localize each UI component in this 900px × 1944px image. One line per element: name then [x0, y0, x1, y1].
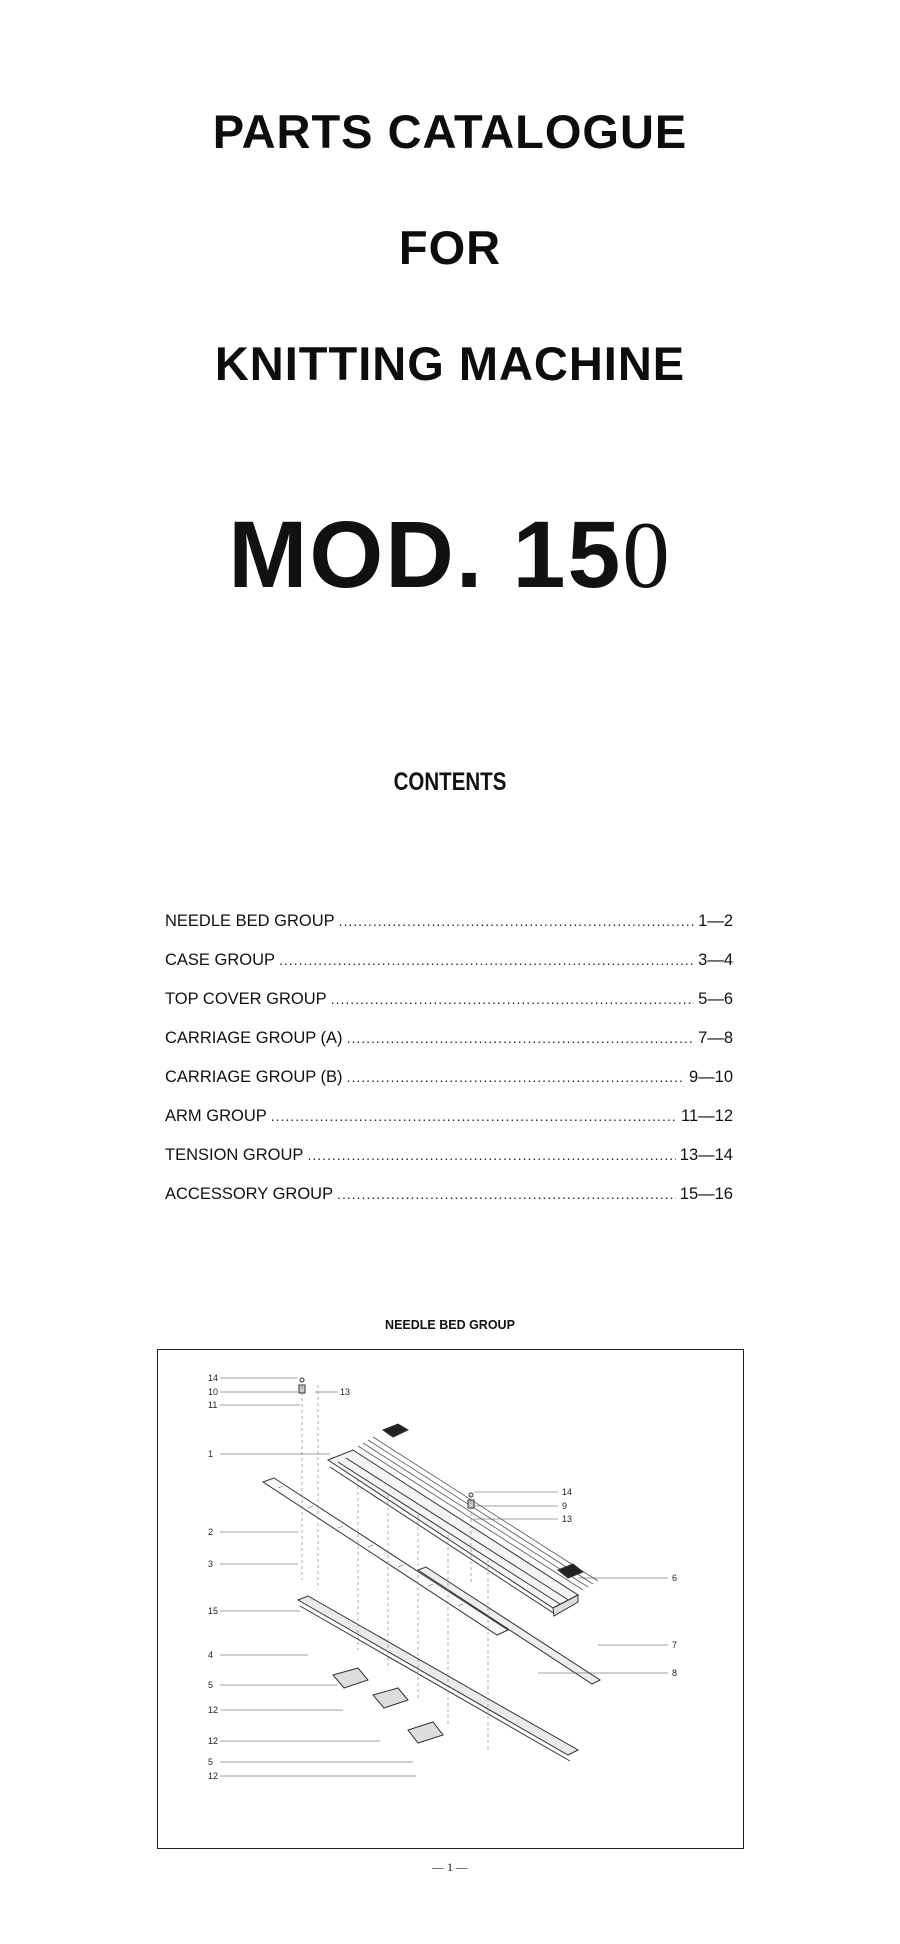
toc-entry[interactable] [165, 1185, 733, 1224]
toc-label: ARM GROUP [165, 1107, 267, 1125]
toc-label: NEEDLE BED GROUP [165, 912, 335, 930]
toc-label: ACCESSORY GROUP [165, 1185, 334, 1203]
page-number: — 1 — [432, 1860, 468, 1874]
toc-label: CARRIAGE GROUP (A) [165, 1029, 343, 1047]
toc-entry[interactable] [165, 1029, 733, 1068]
callout-1: 1 [208, 1449, 214, 1459]
callout-14: 14 [208, 1373, 219, 1383]
toc-leader [331, 991, 694, 1007]
toc-leader [347, 1030, 695, 1046]
toc-label: CARRIAGE GROUP (B) [165, 1068, 343, 1086]
callout-8: 8 [672, 1668, 678, 1678]
table-of-contents [165, 912, 733, 1224]
toc-entry[interactable] [165, 1107, 733, 1146]
toc-entry[interactable] [165, 1146, 733, 1185]
toc-entry[interactable] [165, 912, 733, 951]
toc-pages: 5—6 [698, 990, 733, 1008]
callout-2: 2 [208, 1527, 214, 1537]
callout-12: 12 [208, 1705, 219, 1715]
toc-pages: 3—4 [698, 951, 733, 969]
toc-label: TOP COVER GROUP [165, 990, 327, 1008]
callout-12: 12 [208, 1736, 219, 1746]
machine-title: KNITTING MACHINE [214, 337, 686, 390]
toc-label: TENSION GROUP [165, 1146, 304, 1164]
callout-4: 4 [208, 1650, 214, 1660]
model-prefix: MOD. 15 [228, 502, 623, 608]
callout-11: 11 [208, 1400, 218, 1410]
callout-15: 15 [208, 1606, 219, 1616]
callout-6: 6 [672, 1573, 678, 1583]
toc-entry[interactable] [165, 990, 733, 1029]
callout-7: 7 [672, 1640, 678, 1650]
callout-12: 12 [208, 1771, 219, 1781]
toc-pages: 15—16 [679, 1185, 733, 1203]
toc-pages: 11—12 [681, 1107, 733, 1125]
callout-13: 13 [562, 1514, 573, 1524]
model-number [0, 500, 900, 610]
toc-entry[interactable] [165, 951, 733, 990]
toc-entry[interactable] [165, 1068, 733, 1107]
toc-leader [347, 1069, 685, 1085]
toc-pages: 9—10 [688, 1068, 733, 1086]
catalogue-title: PARTS CATALOGUE [212, 105, 688, 158]
toc-pages: 1—2 [698, 912, 733, 930]
toc-leader [279, 952, 694, 968]
title-for: FOR [398, 221, 502, 274]
toc-leader [337, 1186, 676, 1202]
toc-pages: 13—14 [679, 1146, 733, 1164]
callout-10: 10 [208, 1387, 219, 1397]
toc-leader [271, 1108, 677, 1124]
toc-leader [339, 913, 695, 929]
exploded-parts-diagram [157, 1349, 744, 1849]
callout-9: 9 [562, 1501, 568, 1511]
callout-5: 5 [208, 1757, 214, 1767]
contents-heading: CONTENTS [393, 768, 507, 796]
callout-14: 14 [562, 1487, 573, 1497]
model-last-digit: 0 [622, 502, 672, 608]
toc-leader [307, 1147, 675, 1163]
diagram-title: NEEDLE BED GROUP [385, 1318, 515, 1332]
toc-label: CASE GROUP [165, 951, 276, 969]
diagram-drawing [158, 1350, 745, 1850]
callout-13: 13 [340, 1387, 351, 1397]
callout-3: 3 [208, 1559, 214, 1569]
toc-pages: 7—8 [698, 1029, 733, 1047]
callout-5: 5 [208, 1680, 214, 1690]
